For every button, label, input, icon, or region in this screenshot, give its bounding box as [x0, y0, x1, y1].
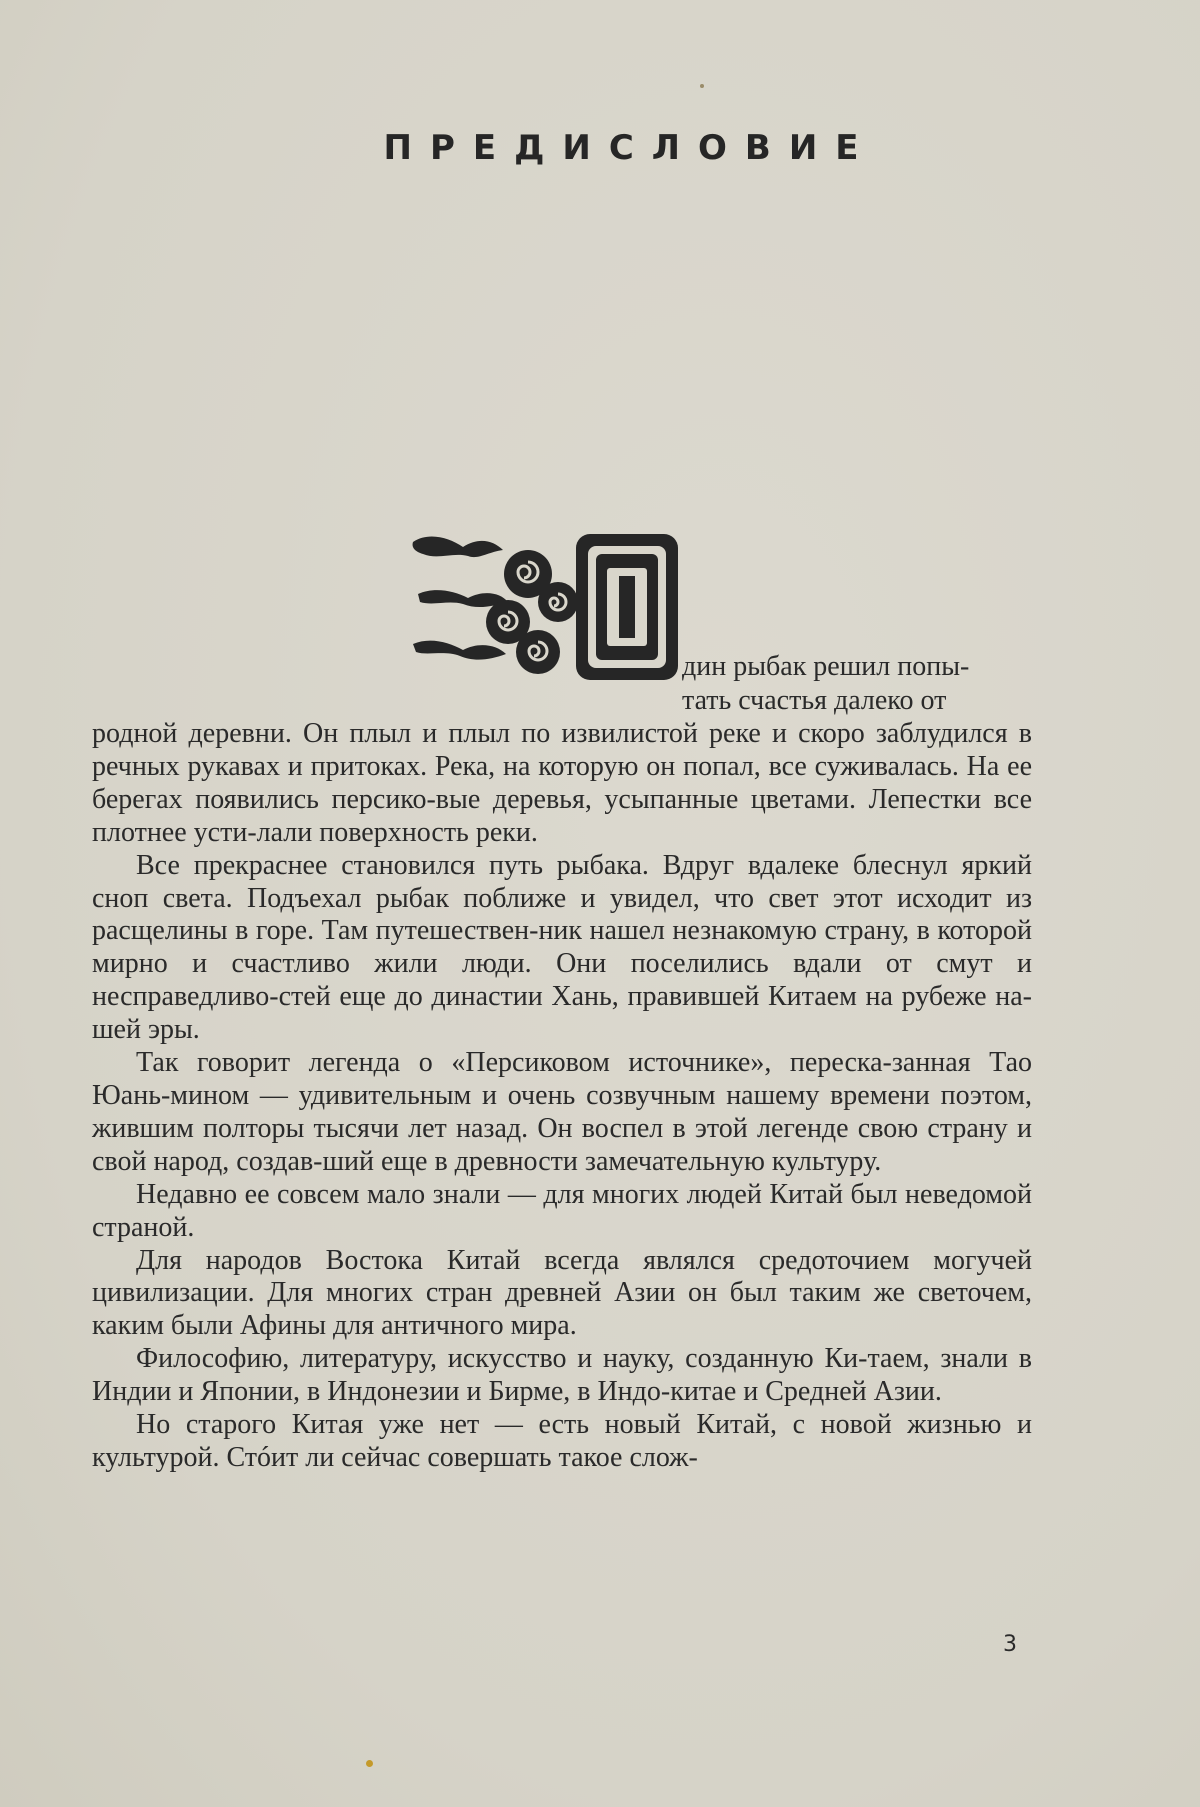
- paper-speck: [700, 84, 704, 88]
- paragraph: Недавно ее совсем мало знали — для многих людей Китай был неведомой страной.: [92, 1178, 1032, 1243]
- paragraph: Философию, литературу, искусство и науку, созданную Ки-таем, знали в Индии и Японии, в Индонезии и Бирме, в Индо-китае и Средней Азии.: [92, 1343, 1032, 1408]
- paragraph: Все прекраснее становился путь рыбака. Вдруг вдалеке блеснул яркий сноп света. Подъехал рыбак поближе и увидел, что свет этот исходит из расщелины в горе. Там путешествен-ник нашел незнакомую страну, в которой мирно и счастливо жили люди. Они поселились вдали от смут и несправедливо-стей еще до династии Хань, правившей Китаем на рубеже на-шей эры.: [92, 849, 1032, 1046]
- page-title: ПРЕДИСЛОВИЕ: [383, 128, 877, 168]
- cloud-scroll-ornament-icon: [408, 532, 680, 682]
- page-number: 3: [1003, 1632, 1017, 1657]
- paper-speck: [366, 1760, 373, 1767]
- first-lines: [682, 650, 1032, 718]
- second-line: тать счастья далеко от: [682, 685, 947, 716]
- body-text: [92, 718, 1032, 1475]
- paragraph: Так говорит легенда о «Персиковом источнике», переска-занная Тао Юань-мином — удивительным и очень созвучным нашему времени поэтом, жившим полторы тысячи лет назад. Он воспел в этой легенде свою страну и свой народ, создав-ший еще в древности замечательную культуру.: [92, 1047, 1032, 1177]
- paragraph: Для народов Востока Китай всегда являлся средоточием могучей цивилизации. Для многих стран древней Азии он был таким же светочем, каким были Афины для античного мира.: [92, 1244, 1032, 1342]
- drop-cap-ornament: [408, 532, 680, 682]
- paragraph: Но старого Китая уже нет — есть новый Китай, с новой жизнью и культурой. Стóит ли сейчас совершать такое слож-: [92, 1409, 1032, 1473]
- first-line: дин рыбак решил попы-: [682, 651, 970, 682]
- paragraph: родной деревни. Он плыл и плыл по извилистой реке и скоро заблудился в речных рукавах и притоках. Река, на которую он попал, все суживалась. На ее берегах появились персико-вые деревья, усыпанные цветами. Лепестки все плотнее усти-лали поверхность реки.: [92, 718, 1032, 848]
